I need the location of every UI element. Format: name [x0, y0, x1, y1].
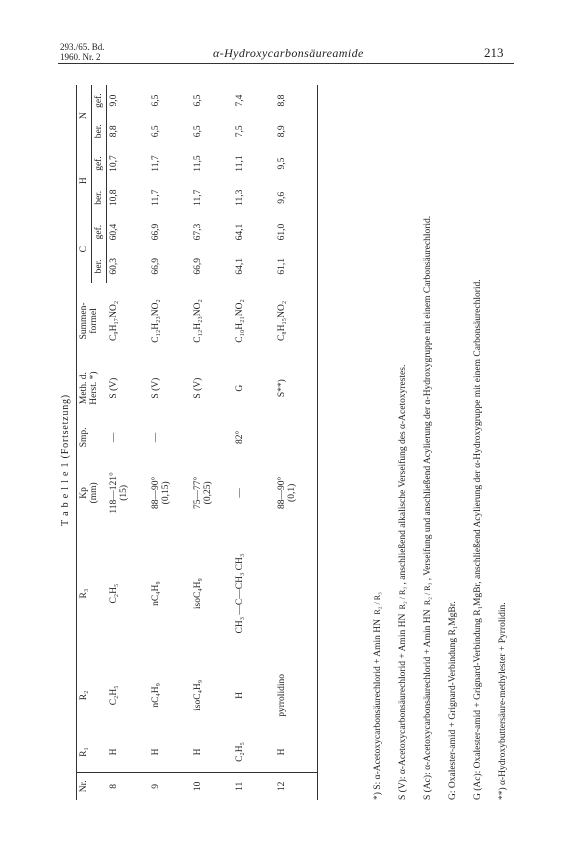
cell-r2: pyrrolidino — [275, 658, 318, 732]
cell-kp — [233, 457, 275, 529]
cell-r3: nC₄H₉ — [151, 581, 161, 606]
table-row — [275, 85, 318, 800]
col-formula-line2: formel — [89, 308, 99, 334]
cell-formula: C₁₂H₂₃NO₂ — [193, 299, 203, 343]
cell-kp-value: 118—121° — [108, 472, 119, 514]
cell-r1: H — [275, 732, 318, 772]
cell-nr: 9 — [149, 772, 191, 800]
cell-kp — [191, 457, 233, 529]
table-row — [149, 85, 191, 800]
cell-n-ber: 6,5 — [151, 125, 161, 138]
col-formula — [77, 283, 107, 358]
header-journal — [60, 42, 105, 62]
cell-nr: 12 — [275, 772, 318, 800]
cell-meth: S**) — [275, 358, 318, 417]
col-r3: R₃ — [77, 529, 107, 659]
cell-smp: 82° — [235, 430, 245, 445]
footnote-suffix: , Verseifung und anschließend Acylierung der α-Hydroxygruppe mit einem Carbonsäurechlorid. — [423, 215, 433, 581]
cell-r3: C₂H₅ — [108, 583, 119, 604]
cell-h-ber: 11,7 — [193, 189, 203, 206]
cell-h-gef: 10,7 — [109, 155, 119, 172]
cell-h-ber: 9,6 — [275, 181, 318, 215]
footnote-g: G: Oxalester-amid + Grignard-Verbindung R₁MgBr. — [448, 601, 458, 800]
col-smp: Smp. — [77, 418, 107, 457]
col-h: H — [77, 146, 92, 215]
cell-r3: isoC₄H₉ — [193, 578, 203, 610]
cell-r2: nC₄H₉ — [151, 683, 161, 708]
amine-formula: R₂ / R₃ — [397, 586, 407, 610]
col-r1: R₁ — [77, 732, 107, 772]
col-meth — [77, 358, 107, 417]
col-kp — [77, 457, 107, 529]
cell-kp-mm: (0,15) — [161, 481, 171, 505]
cell-meth: G — [235, 384, 245, 392]
col-n-gef: gef. — [92, 85, 107, 116]
cell-r1: C₂H₅ — [235, 742, 245, 762]
cell-kp-mm: (0,1) — [287, 483, 297, 502]
cell-h-ber: 10,8 — [109, 189, 119, 207]
cell-smp — [275, 418, 318, 457]
cell-meth: S (V) — [193, 377, 203, 399]
cell-kp — [149, 457, 191, 529]
cell-kp — [275, 457, 318, 529]
cell-formula: C₁₂H₂₃NO₂ — [151, 299, 161, 343]
col-r2: R₂ — [77, 658, 107, 732]
table-row — [191, 85, 233, 800]
cell-formula: C₉H₁₇NO₂ — [108, 300, 119, 342]
rotated-content — [60, 75, 515, 800]
cell-formula: C₈H₁₅NO₂ — [275, 283, 318, 358]
col-h-ber: ber. — [92, 181, 107, 215]
cell-n-ber: 8,8 — [109, 125, 119, 138]
col-meth-line2: Herst. *) — [89, 371, 99, 405]
data-table — [76, 85, 318, 800]
cell-meth: S (V) — [108, 377, 119, 399]
cell-kp-mm: (0,25) — [203, 481, 213, 505]
cell-r1: H — [151, 748, 161, 756]
cell-c-ber: 64,1 — [235, 258, 245, 275]
cell-n-ber: 6,5 — [193, 125, 203, 138]
cell-c-ber: 61,1 — [275, 249, 318, 283]
footnote-s — [372, 80, 384, 800]
col-nr: Nr. — [77, 772, 107, 800]
cell-kp-value: 88—90° — [277, 476, 287, 510]
col-formula-line1: Summen- — [79, 302, 89, 340]
cell-r1: H — [108, 748, 119, 756]
cell-c-gef: 64,1 — [235, 223, 245, 241]
table-row — [107, 85, 150, 800]
journal-line-2: 1960. Nr. 2 — [60, 52, 101, 62]
page-number: 213 — [484, 45, 504, 60]
table-caption: T a b e l l e 1 (Fortsetzung) — [60, 394, 71, 526]
header-rule — [58, 63, 514, 64]
cell-c-gef: 66,9 — [151, 223, 161, 241]
col-kp-label: Kp — [79, 487, 89, 499]
cell-kp-value: 75—77° — [193, 476, 203, 510]
cell-c-ber: 66,9 — [151, 258, 161, 275]
cell-n-ber: 7,5 — [235, 125, 245, 138]
cell-r2: C₂H₅ — [108, 685, 119, 706]
cell-smp — [191, 418, 233, 457]
cell-kp-value: 88—90° — [151, 476, 161, 510]
cell-kp — [107, 457, 150, 529]
cell-h-gef: 11,7 — [151, 155, 161, 172]
cell-formula: C₁₀H₂₁NO₂ — [235, 299, 245, 343]
cell-c-ber: 60,3 — [109, 258, 119, 275]
running-title: α-Hydroxycarbonsäureamide — [213, 46, 364, 60]
cell-n-gef: 6,5 — [193, 94, 203, 107]
table-row — [233, 85, 275, 800]
col-h-gef: gef. — [92, 146, 107, 180]
col-n: N — [77, 85, 92, 146]
journal-line-1: 293./65. Bd. — [60, 42, 105, 52]
footnote-sac — [422, 80, 434, 800]
cell-kp-value: — — [235, 488, 245, 498]
cell-c-ber: 66,9 — [193, 258, 203, 275]
cell-h-ber: 11,3 — [235, 189, 245, 206]
cell-r2: isoC₄H₉ — [193, 679, 203, 711]
footnote-text: S (Ac): α-Acetoxycarbonsäurechlorid + Amin HN — [423, 609, 433, 800]
amine-formula: R₂ / R₃ — [372, 592, 382, 615]
cell-c-gef: 67,3 — [193, 223, 203, 241]
col-kp-unit: (mm) — [89, 482, 99, 504]
footnote-sv — [397, 80, 409, 800]
footnote-text: S (V): α-Acetoxycarbonsäurechlorid + Amin HN — [398, 613, 408, 800]
cell-smp: — — [151, 432, 161, 443]
cell-nr: 11 — [233, 772, 275, 800]
cell-c-gef: 60,4 — [109, 223, 119, 241]
cell-h-ber: 11,7 — [151, 189, 161, 206]
footnotes — [372, 80, 522, 800]
amine-formula: R₂ / R₃ — [422, 582, 432, 606]
cell-meth: S (V) — [151, 377, 161, 399]
col-c-ber: ber. — [92, 249, 107, 283]
cell-n-gef: 9,0 — [109, 94, 119, 107]
cell-nr: 8 — [107, 772, 150, 800]
footnote-text: *) S: α-Acetoxycarbonsäurechlorid + Amin HN — [373, 618, 383, 800]
cell-h-gef: 9,5 — [275, 146, 318, 180]
footnote-gac: G (Ac): Oxalester-amid + Grignard-Verbindung R₁MgBr, anschließend Acylierung der α-Hydroxygruppe mit einem Carbonsäurechlorid. — [473, 279, 483, 800]
cell-n-gef: 6,5 — [151, 94, 161, 107]
cell-r3: CH₃ —C—CH₃ CH₃ — [235, 553, 245, 634]
col-c: C — [77, 215, 92, 284]
footnote-suffix: , anschließend alkalische Verseifung des α-Acetoxyrestes. — [398, 364, 408, 585]
cell-nr: 10 — [191, 772, 233, 800]
col-meth-line1: Meth. d. — [79, 372, 89, 405]
cell-r2: H — [235, 691, 245, 699]
cell-n-gef: 8,8 — [275, 85, 318, 116]
col-n-ber: ber. — [92, 116, 107, 146]
cell-n-gef: 7,4 — [235, 94, 245, 107]
cell-smp: — — [108, 432, 119, 443]
cell-c-gef: 61,0 — [275, 215, 318, 249]
cell-r1: H — [193, 748, 203, 756]
table-body — [107, 85, 318, 800]
footnote-star-star: **) α-Hydroxybuttersäure-methylester + Pyrrolidin. — [498, 602, 508, 800]
cell-r3 — [275, 529, 318, 659]
cell-kp-mm: (15) — [118, 484, 129, 501]
cell-h-gef: 11,5 — [193, 155, 203, 172]
cell-n-ber: 8,9 — [275, 116, 318, 146]
cell-h-gef: 11,1 — [235, 155, 245, 172]
col-c-gef: gef. — [92, 215, 107, 249]
